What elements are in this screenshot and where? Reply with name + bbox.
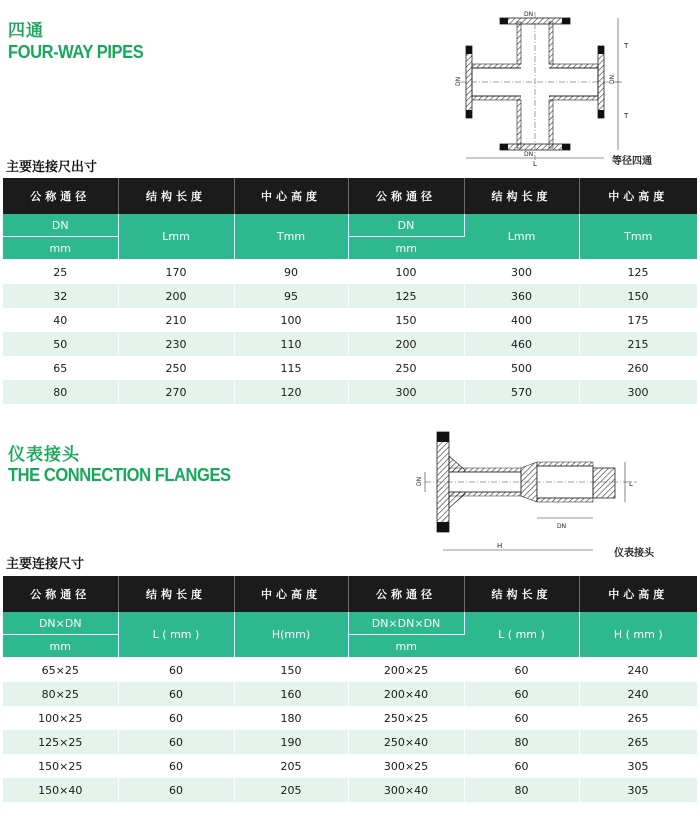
table-cell: 200×40 <box>348 682 464 706</box>
table-row <box>3 308 697 332</box>
table-row <box>3 682 697 706</box>
four-way-spec-table <box>3 178 698 404</box>
svg-text:DN: DN <box>524 151 534 158</box>
svg-text:T: T <box>624 112 629 120</box>
unit-mm-2: mm <box>348 237 464 260</box>
four-way-table-body <box>3 260 697 405</box>
table-cell: 300×25 <box>348 754 464 778</box>
unit-mm: mm <box>3 635 118 658</box>
table-cell: 150×40 <box>3 778 118 802</box>
svg-text:L: L <box>629 480 633 488</box>
table-cell: 180 <box>234 706 348 730</box>
unit-h: H(mm) <box>234 612 348 658</box>
table-row <box>3 284 697 308</box>
table-cell: 215 <box>579 332 697 356</box>
table-cell: 100 <box>234 308 348 332</box>
table-cell: 80 <box>3 380 118 404</box>
table-cell: 125×25 <box>3 730 118 754</box>
table-cell: 125 <box>348 284 464 308</box>
header-center-height-2: 中心高度 <box>579 178 697 214</box>
unit-h-2: H ( mm ) <box>579 612 697 658</box>
header-structure-length-2: 结构长度 <box>464 576 579 612</box>
header-structure-length-2: 结构长度 <box>464 178 579 214</box>
flange-spec-table <box>3 576 698 802</box>
table-cell: 60 <box>118 754 234 778</box>
unit-dn-2: DN <box>348 214 464 237</box>
svg-text:DN: DN <box>609 74 616 84</box>
table-cell: 150 <box>234 658 348 683</box>
table-cell: 205 <box>234 778 348 802</box>
table-cell: 250×40 <box>348 730 464 754</box>
table-cell: 260 <box>579 356 697 380</box>
table-cell: 500 <box>464 356 579 380</box>
header-nominal-diameter: 公称通径 <box>3 576 118 612</box>
four-way-pipe-diagram <box>440 8 640 168</box>
unit-l: Lmm <box>118 214 234 260</box>
table-cell: 60 <box>464 682 579 706</box>
table-cell: 305 <box>579 778 697 802</box>
table-cell: 150×25 <box>3 754 118 778</box>
header-structure-length: 结构长度 <box>118 178 234 214</box>
table-row <box>3 260 697 285</box>
four-way-subtitle: 主要连接尺出寸 <box>6 160 98 175</box>
table-cell: 150 <box>348 308 464 332</box>
svg-text:T: T <box>624 42 629 50</box>
four-way-cn-title: 四通 <box>8 21 44 41</box>
table-cell: 250×25 <box>348 706 464 730</box>
table-cell: 300 <box>348 380 464 404</box>
table-cell: 60 <box>464 754 579 778</box>
table-cell: 360 <box>464 284 579 308</box>
table-header-row <box>3 178 697 214</box>
unit-row <box>3 612 697 635</box>
unit-dn: DN <box>3 214 118 237</box>
table-cell: 60 <box>118 706 234 730</box>
header-center-height: 中心高度 <box>234 178 348 214</box>
table-cell: 300×40 <box>348 778 464 802</box>
table-cell: 100 <box>348 260 464 285</box>
table-header-row <box>3 576 697 612</box>
four-way-en-title: FOUR-WAY PIPES <box>8 42 144 62</box>
table-cell: 300 <box>464 260 579 285</box>
table-cell: 205 <box>234 754 348 778</box>
header-center-height: 中心高度 <box>234 576 348 612</box>
svg-text:DN: DN <box>455 76 462 86</box>
flange-caption: 仪表接头 <box>614 548 654 559</box>
header-nominal-diameter-2: 公称通径 <box>348 576 464 612</box>
table-row <box>3 356 697 380</box>
table-cell: 200 <box>118 284 234 308</box>
unit-l-2: L ( mm ) <box>464 612 579 658</box>
table-cell: 250 <box>118 356 234 380</box>
table-cell: 115 <box>234 356 348 380</box>
table-cell: 460 <box>464 332 579 356</box>
table-row <box>3 380 697 404</box>
table-row <box>3 754 697 778</box>
svg-text:H: H <box>497 542 503 550</box>
table-cell: 170 <box>118 260 234 285</box>
connection-flange-diagram <box>405 428 650 563</box>
table-cell: 100×25 <box>3 706 118 730</box>
svg-text:DN: DN <box>524 11 534 18</box>
table-cell: 60 <box>118 778 234 802</box>
unit-row <box>3 214 697 237</box>
table-cell: 265 <box>579 730 697 754</box>
table-cell: 60 <box>464 706 579 730</box>
table-cell: 200 <box>348 332 464 356</box>
table-cell: 300 <box>579 380 697 404</box>
table-cell: 210 <box>118 308 234 332</box>
table-cell: 570 <box>464 380 579 404</box>
four-way-caption: 等径四通 <box>612 156 652 167</box>
table-cell: 175 <box>579 308 697 332</box>
table-cell: 95 <box>234 284 348 308</box>
unit-dn-dn: DN×DN <box>3 612 118 635</box>
table-row <box>3 706 697 730</box>
table-cell: 60 <box>118 658 234 683</box>
table-cell: 50 <box>3 332 118 356</box>
table-row <box>3 778 697 802</box>
table-cell: 240 <box>579 658 697 683</box>
table-cell: 265 <box>579 706 697 730</box>
table-cell: 90 <box>234 260 348 285</box>
flange-en-title: THE CONNECTION FLANGES <box>8 465 231 485</box>
table-cell: 25 <box>3 260 118 285</box>
table-cell: 250 <box>348 356 464 380</box>
table-cell: 305 <box>579 754 697 778</box>
unit-mm: mm <box>3 237 118 260</box>
table-cell: 65 <box>3 356 118 380</box>
header-structure-length: 结构长度 <box>118 576 234 612</box>
table-cell: 200×25 <box>348 658 464 683</box>
table-cell: 190 <box>234 730 348 754</box>
svg-text:DN: DN <box>416 476 423 486</box>
unit-mm-2: mm <box>348 635 464 658</box>
svg-text:DN: DN <box>557 523 567 530</box>
table-cell: 400 <box>464 308 579 332</box>
table-row <box>3 332 697 356</box>
svg-text:L: L <box>533 160 537 168</box>
header-nominal-diameter-2: 公称通径 <box>348 178 464 214</box>
unit-l-2: Lmm <box>464 214 579 260</box>
table-cell: 60 <box>464 658 579 683</box>
flange-subtitle: 主要连接尺寸 <box>6 557 85 572</box>
table-cell: 120 <box>234 380 348 404</box>
table-cell: 80 <box>464 730 579 754</box>
table-row <box>3 730 697 754</box>
unit-t: Tmm <box>234 214 348 260</box>
flange-table-body <box>3 658 697 803</box>
table-cell: 60 <box>118 730 234 754</box>
table-cell: 160 <box>234 682 348 706</box>
header-nominal-diameter: 公称通径 <box>3 178 118 214</box>
table-cell: 40 <box>3 308 118 332</box>
table-cell: 150 <box>579 284 697 308</box>
table-cell: 110 <box>234 332 348 356</box>
table-cell: 240 <box>579 682 697 706</box>
table-cell: 80 <box>464 778 579 802</box>
table-cell: 230 <box>118 332 234 356</box>
table-cell: 32 <box>3 284 118 308</box>
flange-cn-title: 仪表接头 <box>8 445 80 465</box>
table-cell: 80×25 <box>3 682 118 706</box>
table-cell: 65×25 <box>3 658 118 683</box>
table-cell: 270 <box>118 380 234 404</box>
table-cell: 60 <box>118 682 234 706</box>
unit-l: L ( mm ) <box>118 612 234 658</box>
table-cell: 125 <box>579 260 697 285</box>
table-row <box>3 658 697 683</box>
header-center-height-2: 中心高度 <box>579 576 697 612</box>
unit-t-2: Tmm <box>579 214 697 260</box>
unit-dn-dn-dn: DN×DN×DN <box>348 612 464 635</box>
